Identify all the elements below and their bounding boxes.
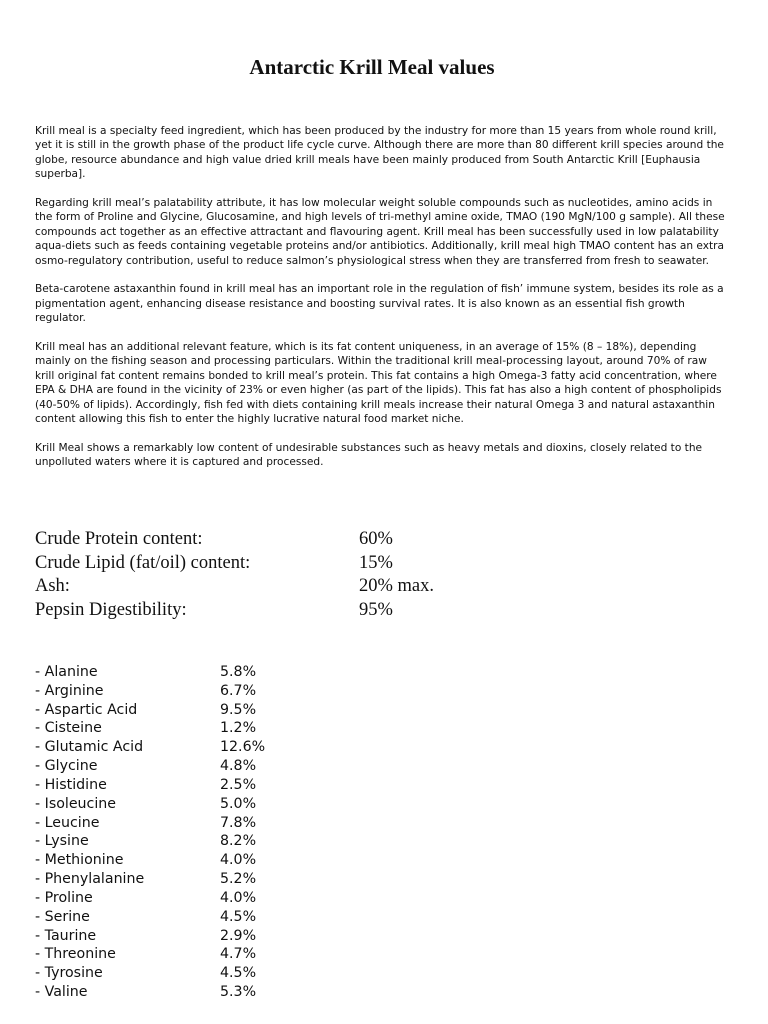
amino-row-glycine: [35, 757, 355, 776]
amino-value: 4.0%: [220, 889, 257, 906]
amino-name: - Cisteine: [35, 720, 102, 737]
amino-row-cisteine: [35, 719, 355, 738]
amino-name: - Serine: [35, 908, 90, 925]
amino-row-alanine: [35, 663, 355, 682]
amino-name: - Alanine: [35, 664, 98, 680]
document-title: Antarctic Krill Meal values: [249, 55, 495, 79]
amino-name: - Taurine: [35, 927, 97, 944]
amino-name: - Isoleucine: [35, 795, 117, 812]
paragraph-overview: Krill meal is a specialty feed ingredient, which has been produced by the industry for more than 15 years from whole round krill, yet it is still in the growth phase of the product life cycle curve. Although there are more than 80 different krill species around the globe, resource abundance and high value dried krill meals have been mainly produced from South Antarctic Krill [Euphausia superba].: [35, 125, 724, 181]
amino-name: - Histidine: [35, 776, 107, 793]
spec-label: Pepsin Digestibility:: [35, 599, 187, 620]
amino-name: - Phenylalanine: [35, 871, 145, 888]
amino-row-glutamic-acid: [35, 738, 355, 757]
spec-value: 95%: [359, 599, 393, 620]
amino-name: - Valine: [35, 984, 88, 1001]
paragraph-astaxanthin: Beta-carotene astaxanthin found in krill meal has an important role in the regulation of fish’ immune system, besides its role as a pigmentation agent, enhancing disease resistance and boosting survival rates. It is also known as an essential fish growth regulator.: [35, 283, 724, 325]
amino-name: - Leucine: [35, 814, 100, 831]
spec-label: Crude Protein content:: [35, 529, 203, 549]
amino-row-tyrosine: [35, 964, 355, 983]
amino-row-serine: [35, 908, 355, 927]
amino-value: 6.7%: [220, 682, 257, 699]
amino-row-leucine: [35, 814, 355, 833]
amino-value: 1.2%: [220, 720, 257, 737]
amino-value: 5.0%: [220, 795, 257, 812]
amino-value: 9.5%: [220, 701, 257, 718]
amino-name: - Methionine: [35, 852, 124, 869]
amino-value: 4.7%: [220, 946, 257, 963]
spec-value: 20% max.: [359, 576, 435, 596]
spec-label: Crude Lipid (fat/oil) content:: [35, 552, 251, 573]
amino-name: - Lysine: [35, 833, 89, 850]
amino-name: - Proline: [35, 889, 93, 906]
amino-value: 7.8%: [220, 814, 257, 831]
amino-name: - Threonine: [35, 946, 116, 963]
amino-name: - Tyrosine: [35, 965, 103, 982]
amino-value: 5.8%: [220, 664, 257, 680]
amino-value: 12.6%: [220, 739, 266, 756]
amino-value: 4.8%: [220, 758, 257, 775]
spec-row-crude-protein: [35, 528, 535, 552]
paragraph-palatability: Regarding krill meal’s palatability attribute, it has low molecular weight soluble compounds such as nucleotides, amino acids in the form of Proline and Glycine, Glucosamine, and high levels of tri-methyl amine oxide, TMAO (190 MgN/100 g sample). All these compounds act together as an effective attractant and flavouring agent. Krill meal has been successfully used in low palatability aqua-diets such as feeds containing vegetable proteins and/or antibiotics. Additionally, krill meal high TMAO content has an extra osmo-regulatory contribution, useful to reduce salmon’s physiological stress when they are transferred from fresh to seawater.: [35, 197, 725, 267]
amino-value: 5.2%: [220, 871, 257, 888]
amino-value: 8.2%: [220, 833, 257, 850]
amino-name: - Arginine: [35, 682, 104, 699]
amino-row-aspartic-acid: [35, 701, 355, 720]
amino-value: 2.9%: [220, 927, 257, 944]
composition-table: [35, 528, 535, 622]
amino-row-lysine: [35, 832, 355, 851]
amino-name: - Aspartic Acid: [35, 701, 138, 718]
amino-value: 4.0%: [220, 852, 257, 869]
spec-value: 60%: [359, 529, 393, 549]
amino-row-phenylalanine: [35, 870, 355, 889]
amino-row-valine: [35, 983, 355, 1002]
intro-text: [35, 124, 725, 484]
spec-label: Ash:: [35, 576, 70, 596]
amino-name: - Glycine: [35, 758, 98, 775]
amino-acid-list: [35, 663, 355, 1002]
paragraph-fat-content: Krill meal has an additional relevant feature, which is its fat content uniqueness, in an average of 15% (8 – 18%), depending mainly on the fishing season and processing particulars. Within the traditional krill meal-processing layout, around 70% of raw krill original fat content remains bonded to krill meal’s protein. This fat contains a high Omega-3 fatty acid concentration, where EPA & DHA are found in the vicinity of 23% or even higher (as part of the lipids). This fat has also a high content of phospholipids (40-50% of lipids). Accordingly, fish fed with diets containing krill meals increase their natural Omega 3 and natural astaxanthin content allowing this fish to enter the highly lucrative natural food market niche.: [35, 341, 722, 426]
amino-row-taurine: [35, 927, 355, 946]
amino-name: - Glutamic Acid: [35, 739, 144, 756]
spec-value: 15%: [359, 552, 393, 573]
amino-row-isoleucine: [35, 795, 355, 814]
spec-row-ash: [35, 575, 535, 599]
amino-value: 5.3%: [220, 984, 257, 1001]
amino-row-arginine: [35, 682, 355, 701]
amino-row-proline: [35, 889, 355, 908]
spec-row-crude-lipid: [35, 552, 535, 576]
amino-row-histidine: [35, 776, 355, 795]
amino-value: 4.5%: [220, 908, 257, 925]
paragraph-contaminants: Krill Meal shows a remarkably low content of undesirable substances such as heavy metals and dioxins, closely related to the unpolluted waters where it is captured and processed.: [35, 441, 703, 469]
amino-row-methionine: [35, 851, 355, 870]
spec-row-pepsin-digestibility: [35, 599, 535, 623]
amino-value: 2.5%: [220, 776, 257, 793]
amino-value: 4.5%: [220, 965, 257, 982]
amino-row-threonine: [35, 945, 355, 964]
